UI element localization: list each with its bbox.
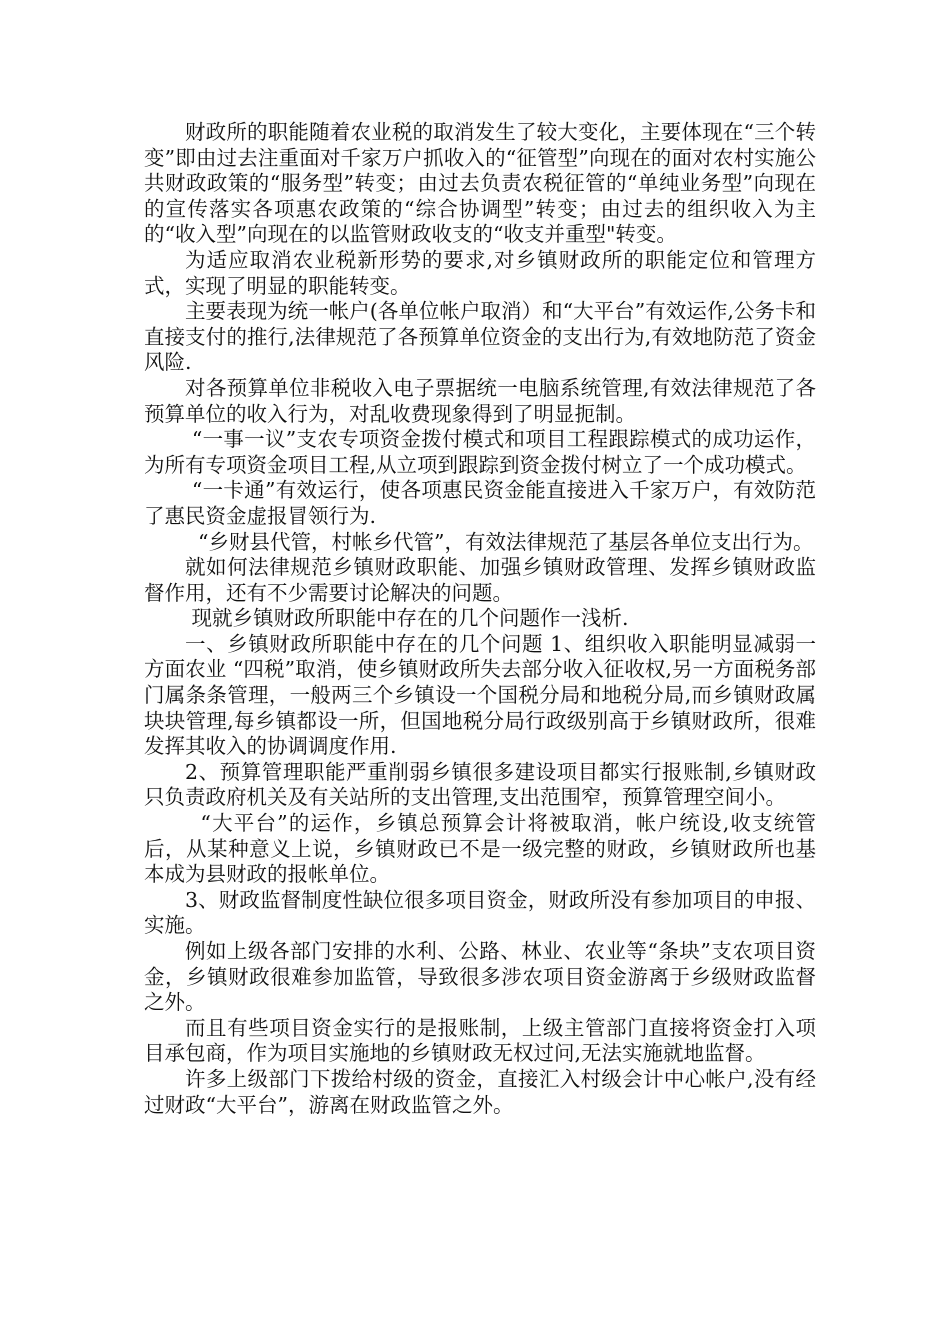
paragraph-problem-2: 2、预算管理职能严重削弱乡镇很多建设项目都实行报账制,乡镇财政只负责政府机关及有关站所的支出管理,支出范围窄，预算管理空间小。 [144, 759, 816, 810]
paragraph-adaptation: 为适应取消农业税新形势的要求,对乡镇财政所的职能定位和管理方式，实现了明显的职能转变。 [144, 247, 816, 298]
paragraph-county-management: “乡财县代管，村帐乡代管”，有效法律规范了基层各单位支出行为。 [185, 529, 814, 554]
paragraph-unified-account: 主要表现为统一帐户(各单位帐户取消）和“大平台”有效运作,公务卡和直接支付的推行,法律规范了各预算单位资金的支出行为,有效地防范了资金风险. [144, 299, 816, 375]
paragraph-problem-3: 3、财政监督制度性缺位很多项目资金，财政所没有参加项目的申报、实施。 [144, 887, 816, 938]
paragraph-village-funds: 许多上级部门下拨给村级的资金，直接汇入村级会计中心帐户,没有经过财政“大平台”，游离在财政监管之外。 [144, 1066, 816, 1117]
paragraph-one-matter-one-discussion: “一事一议”支农专项资金拨付模式和项目工程跟踪模式的成功运作，为所有专项资金项目工程,从立项到跟踪到资金拨付树立了一个成功模式。 [144, 427, 816, 477]
paragraph-open-questions: 就如何法律规范乡镇财政职能、加强乡镇财政管理、发挥乡镇财政监督作用，还有不少需要讨论解决的问题。 [144, 555, 816, 605]
paragraph-functions-change: 财政所的职能随着农业税的取消发生了较大变化，主要体现在“三个转变”即由过去注重面对千家万户抓收入的“征管型”向现在的面对农村实施公共财政政策的“服务型”转变；由过去负责农税征管的“单纯业务型”向现在的宣传落实各项惠农政策的“综合协调型”转变；由过去的组织收入为主的“收入型”向现在的以监管财政收支的“收支并重型"转变。 [144, 120, 816, 247]
paragraph-example-funds: 例如上级各部门安排的水利、公路、林业、农业等“条块”支农项目资金，乡镇财政很难参加监管，导致很多涉农项目资金游离于乡级财政监督之外。 [144, 939, 816, 1015]
document-body [144, 120, 816, 1118]
paragraph-big-platform: “大平台”的运作，乡镇总预算会计将被取消，帐户统设,收支统管后，从某种意义上说，乡镇财政已不是一级完整的财政，乡镇财政所也基本成为县财政的报帐单位。 [144, 811, 816, 887]
paragraph-reimbursement: 而且有些项目资金实行的是报账制，上级主管部门直接将资金打入项目承包商，作为项目实施地的乡镇财政无权过问,无法实施就地监督。 [144, 1015, 816, 1066]
paragraph-problem-1: 一、乡镇财政所职能中存在的几个问题 1、组织收入职能明显减弱一方面农业 “四税”取消，使乡镇财政所失去部分收入征收权,另一方面税务部门属条条管理，一般两三个乡镇设一个国税分局和地税分局,而乡镇财政属块块管理,每乡镇都设一所，但国地税分局行政级别高于乡镇财政所，很难发挥其收入的协调调度作用. [144, 631, 816, 759]
paragraph-analysis-intro: 现就乡镇财政所职能中存在的几个问题作一浅析. [185, 606, 629, 631]
paragraph-one-card: “一卡通”有效运行，使各项惠民资金能直接进入千家万户，有效防范了惠民资金虚报冒领行为. [144, 478, 816, 528]
paragraph-e-receipts: 对各预算单位非税收入电子票据统一电脑系统管理,有效法律规范了各预算单位的收入行为，对乱收费现象得到了明显扼制。 [144, 375, 816, 426]
